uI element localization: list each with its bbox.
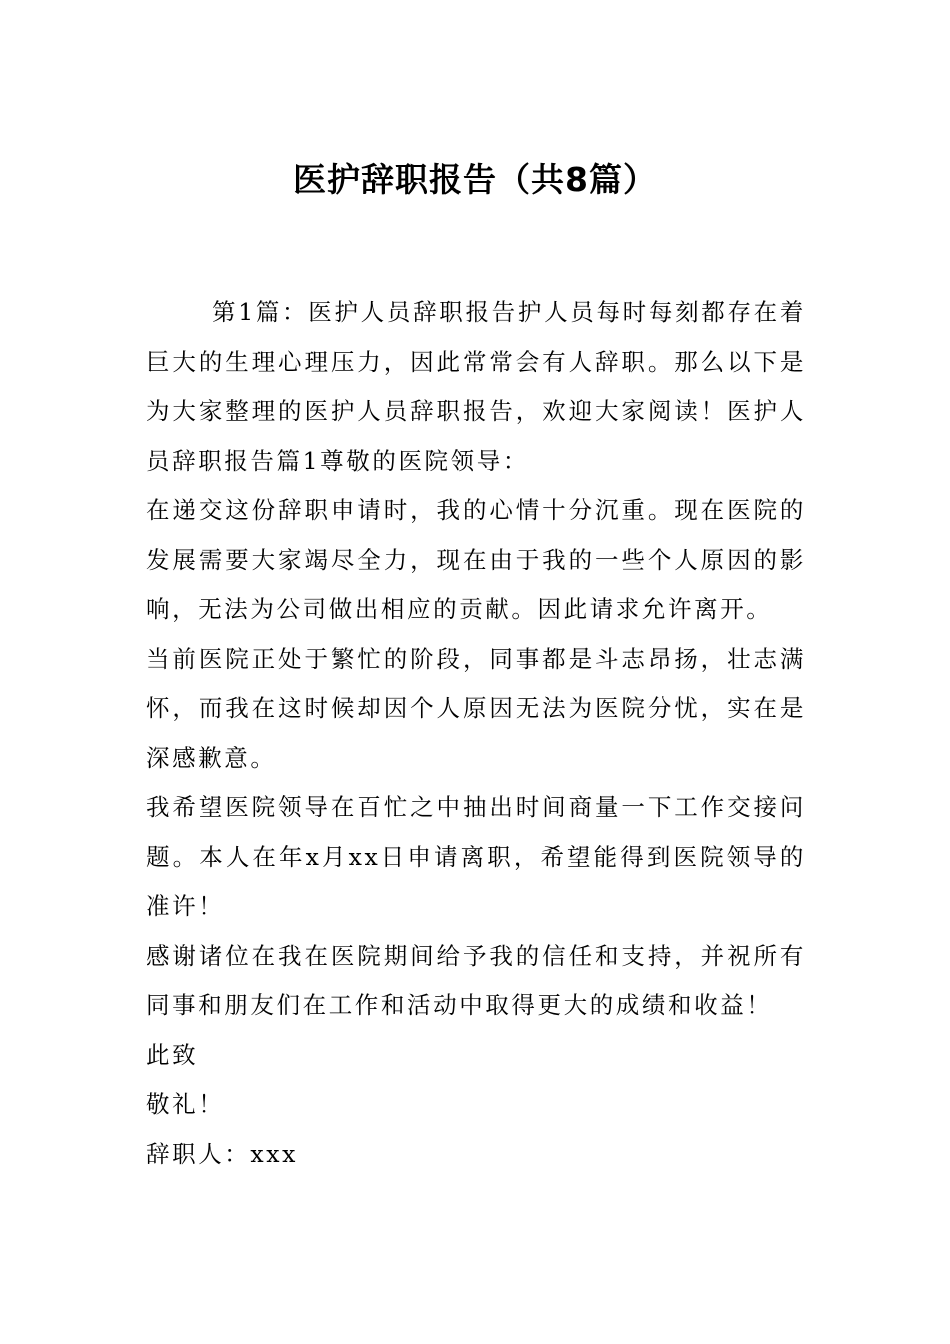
document-body — [146, 288, 806, 1179]
closing-salutation: 此致 — [146, 1040, 199, 1069]
paragraph-intro: 第1篇：医护人员辞职报告护人员每时每刻都存在着巨大的生理心理压力，因此常常会有人辞职。那么以下是为大家整理的医护人员辞职报告，欢迎大家阅读！医护人员辞职报告篇1尊敬的医院领导： — [146, 298, 806, 475]
document-title: 医护辞职报告（共8篇） — [293, 160, 657, 199]
closing-regards: 敬礼！ — [146, 1090, 225, 1118]
signature-line: 辞职人：xxx — [146, 1139, 298, 1168]
paragraph-handover: 我希望医院领导在百忙之中抽出时间商量一下工作交接问题。本人在年x月xx日申请离职，希望能得到医院领导的准许！ — [146, 793, 806, 920]
paragraph-submission: 在递交这份辞职申请时，我的心情十分沉重。现在医院的发展需要大家竭尽全力，现在由于我的一些个人原因的影响，无法为公司做出相应的贡献。因此请求允许离开。 — [146, 496, 806, 623]
paragraph-thanks: 感谢诸位在我在医院期间给予我的信任和支持，并祝所有同事和朋友们在工作和活动中取得更大的成绩和收益！ — [146, 941, 806, 1019]
paragraph-apology: 当前医院正处于繁忙的阶段，同事都是斗志昂扬，壮志满怀，而我在这时候却因个人原因无法为医院分忧，实在是深感歉意。 — [146, 644, 806, 772]
